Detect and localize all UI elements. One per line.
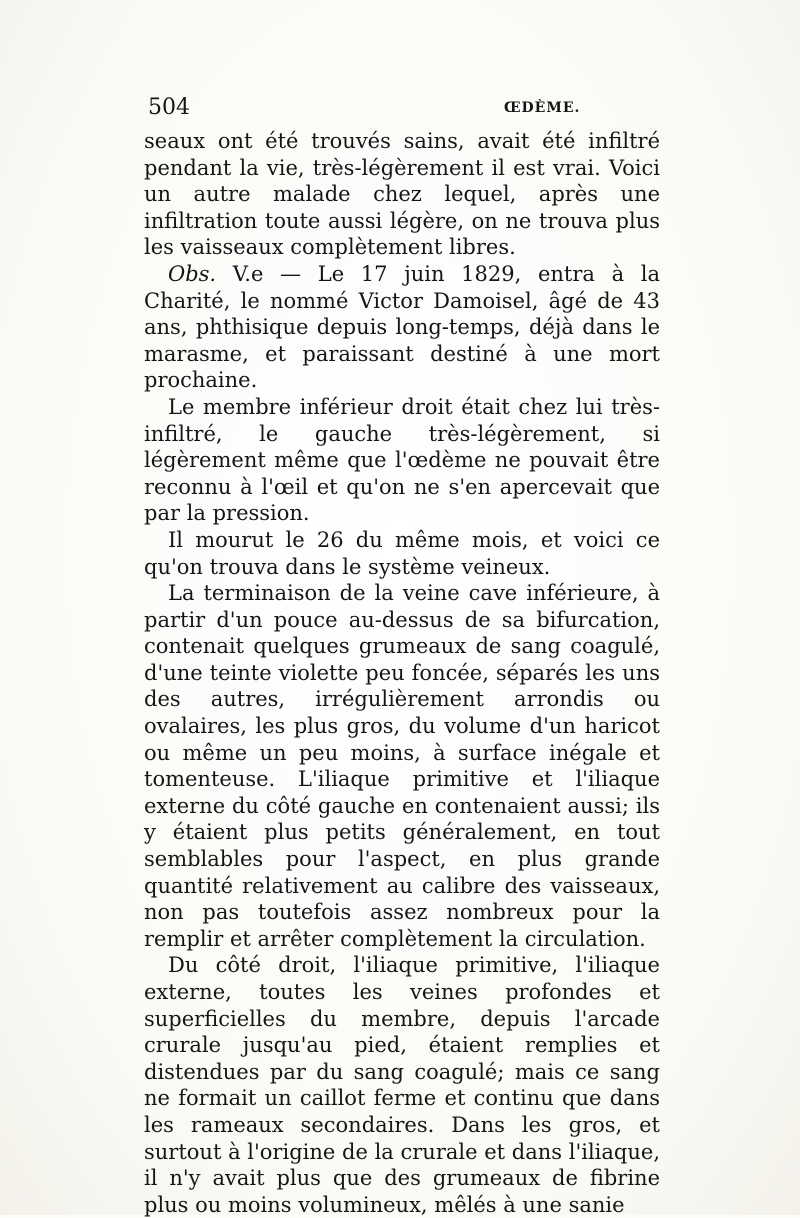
paragraph-3: Le membre inférieur droit était chez lui très-infiltré, le gauche très-légèrement, si légèrement même que l'œdème ne pouvait être reconnu à l'œil et qu'on ne s'en apercevait que par la pression. [144,394,660,526]
body-text [144,128,660,1218]
paragraph-4: Il mourut le 26 du même mois, et voici ce qu'on trouva dans le système veineux. [144,527,660,579]
paragraph-5: La terminaison de la veine cave inférieure, à partir d'un pouce au-dessus de sa bifurcation, contenait quelques grumeaux de sang coagulé, d'une teinte violette peu foncée, séparés les uns des autres, irrégulièrement arrondis ou ovalaires, les plus gros, du volume d'un haricot ou même un peu moins, à surface inégale et tomenteuse. L'iliaque primitive et l'iliaque externe du côté gauche en contenaient aussi; ils y étaient plus petits généralement, en tout semblables pour l'aspect, en plus grande quantité relativement au calibre des vaisseaux, non pas toutefois assez nombreux pour la remplir et arrêter complètement la circulation. [144,581,660,951]
paragraph-6: Du côté droit, l'iliaque primitive, l'iliaque externe, toutes les veines profondes et superficielles du membre, depuis l'arcade crurale jusqu'au pied, étaient remplies et distendues par du sang coagulé; mais ce sang ne formait un caillot ferme et continu que dans les rameaux secondaires. Dans les gros, et surtout à l'origine de la crurale et dans l'iliaque, il n'y avait plus que des grumeaux de fibrine plus ou moins volumineux, mêlés à une sanie [144,953,660,1217]
paragraph-2 [144,261,660,394]
observation-label: Obs. [168,261,217,286]
page-header [148,93,658,123]
page-number: 504 [148,95,190,120]
paragraph-2-text: V.e — Le 17 juin 1829, entra à la Charité, le nommé Victor Damoisel, âgé de 43 ans, phthisique depuis long-temps, déjà dans le marasme, et paraissant destiné à une mort prochaine. [144,261,660,393]
paragraph-1: seaux ont été trouvés sains, avait été infiltré pendant la vie, très-légèrement il est vrai. Voici un autre malade chez lequel, après une infiltration toute aussi légère, on ne trouva plus les vaisseaux complètement libres. [144,129,660,260]
running-title: ŒDÈME. [504,100,581,116]
